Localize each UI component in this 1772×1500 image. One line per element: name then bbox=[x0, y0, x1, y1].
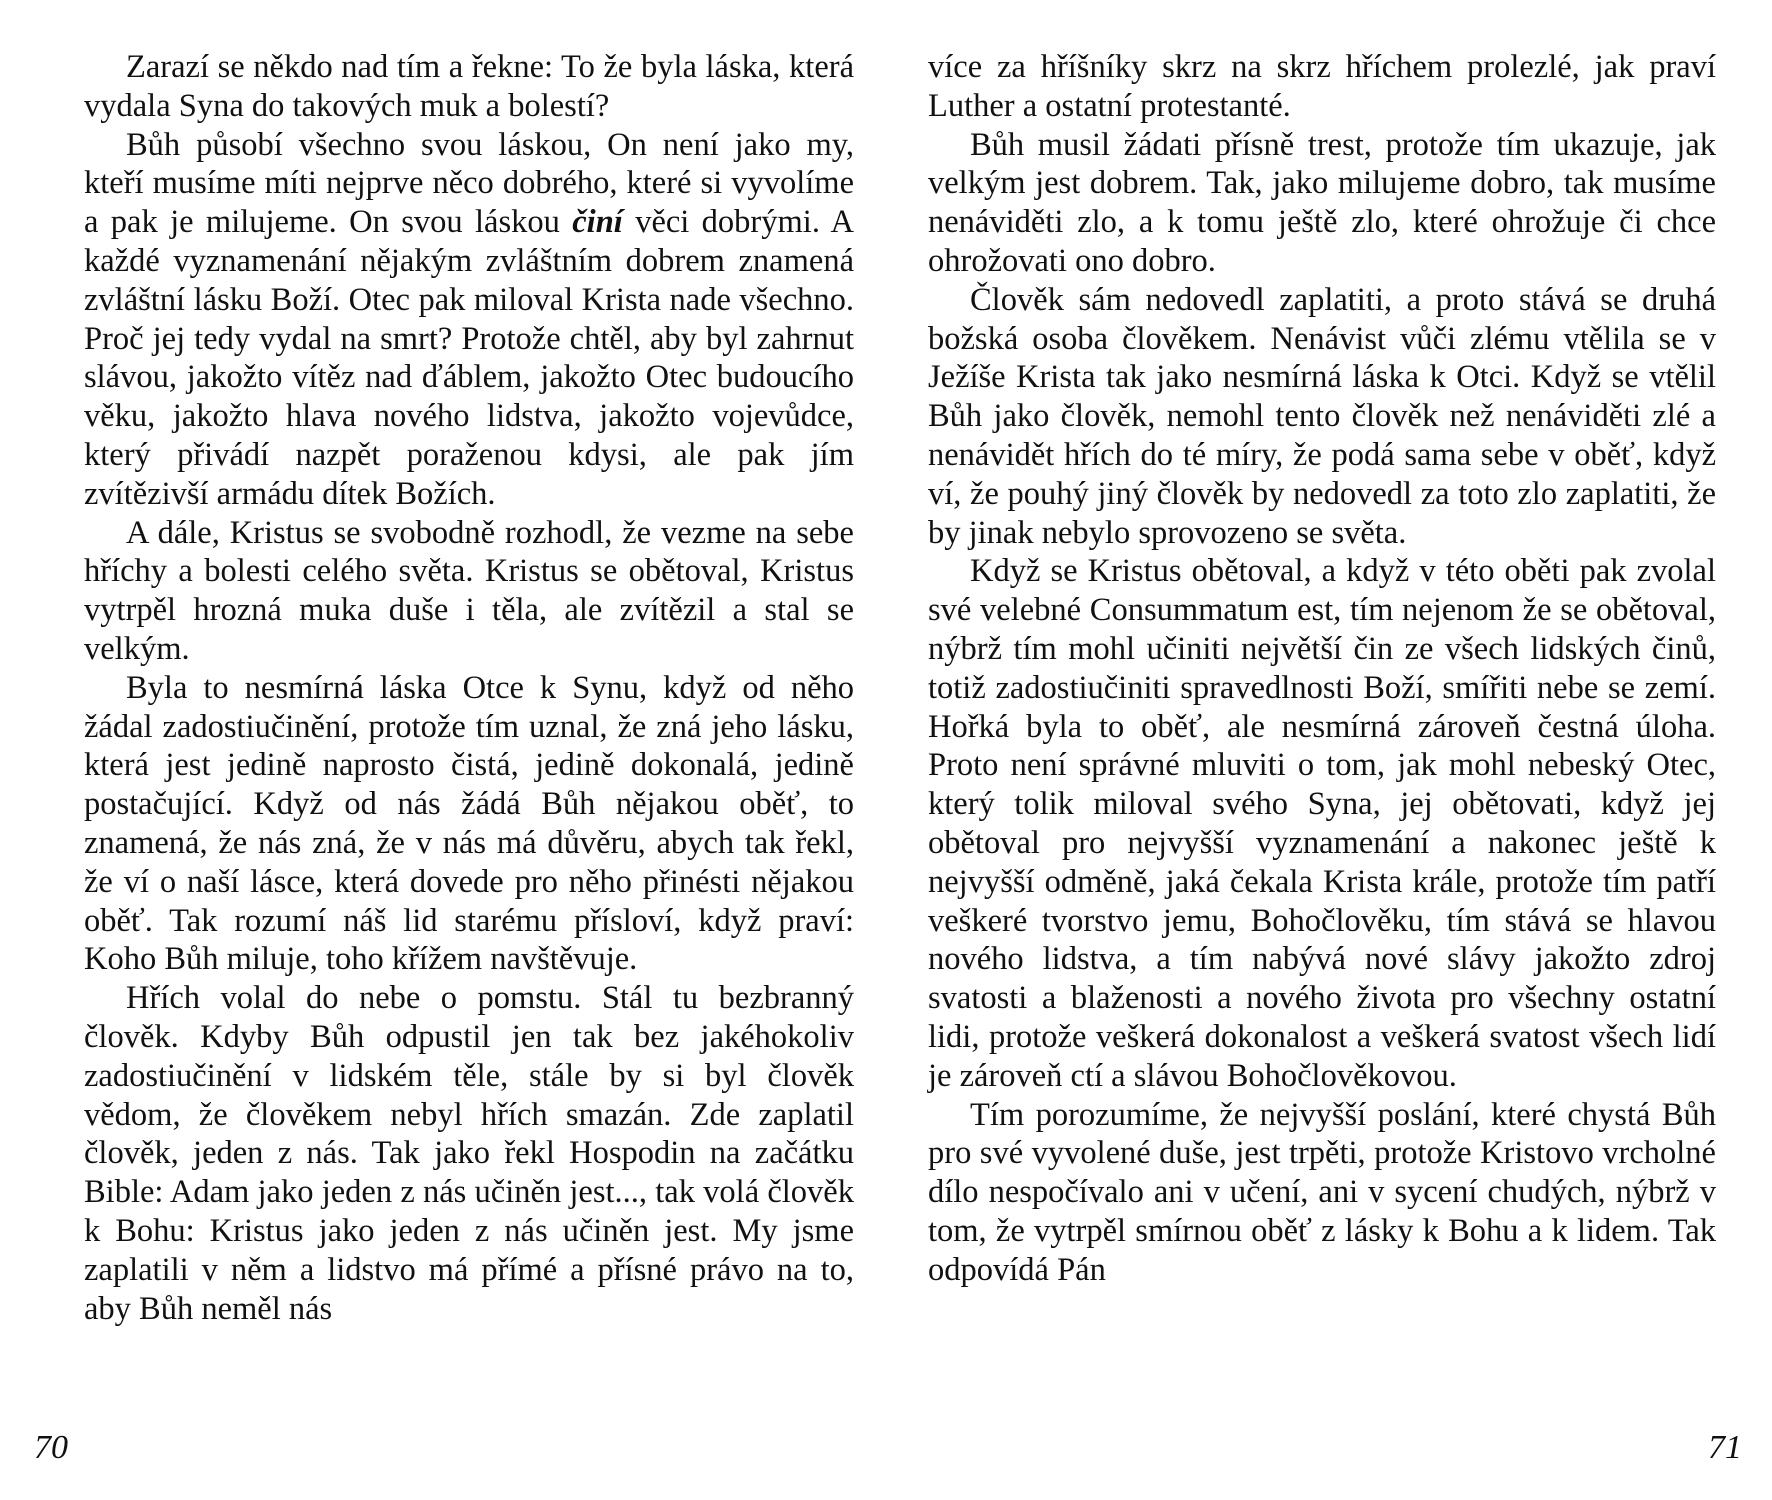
paragraph: Bůh musil žádati přísně trest, protože tím ukazuje, jak velkým jest dobrem. Tak, jako milujeme dobro, tak musíme nenáviděti zlo, a k tomu ještě zlo, které ohrožuje či chce ohrožovati ono dobro. bbox=[928, 126, 1716, 279]
page-number-left: 70 bbox=[34, 1429, 68, 1466]
paragraph-text: Bůh působí všechno svou láskou, On není jako my, kteří musíme míti nejprve něco dobrého, které si vyvolíme a pak je milujeme. On svou láskou bbox=[84, 126, 854, 241]
paragraph: Hřích volal do nebe o pomstu. Stál tu bezbranný člověk. Kdyby Bůh odpustil jen tak bez jakéhokoliv zadostiučinění v lidském těle, stále by si byl člověk vědom, že člověkem nebyl hřích smazán. Zde zaplatil člověk, jeden z nás. Tak jako řekl Hospodin na začátku Bible: Adam jako jeden z nás učiněn jest..., tak volá člověk k Bohu: Kristus jako jeden z nás učiněn jest. My jsme zaplatili v něm a lidstvo má přímé a přísné právo na to, aby Bůh neměl nás bbox=[84, 980, 854, 1327]
paragraph: více za hříšníky skrz na skrz hříchem prolezlé, jak praví Luther a ostatní protestanté. bbox=[928, 49, 1716, 124]
paragraph: Byla to nesmírná láska Otce k Synu, když od něho žádal zadostiučinění, protože tím uznal, že zná jeho lásku, která jest jedině naprosto čistá, jedině dokonalá, jedině postačující. Když od nás žádá Bůh nějakou oběť, to znamená, že nás zná, že v nás má důvěru, abych tak řekl, že ví o naší lásce, která dovede pro něho přinésti nějakou oběť. Tak rozumí náš lid starému přísloví, když praví: Koho Bůh miluje, toho křížem navštěvuje. bbox=[84, 669, 854, 978]
page-number-right: 71 bbox=[1708, 1429, 1742, 1466]
paragraph: A dále, Kristus se svobodně rozhodl, že vezme na sebe hříchy a bolesti celého světa. Kristus se obětoval, Kristus vytrpěl hrozná muka duše i těla, ale zvítězil a stal se velkým. bbox=[84, 514, 854, 667]
paragraph: Člověk sám nedovedl zaplatiti, a proto stává se druhá božská osoba člověkem. Nenávist vůči zlému vtělila se v Ježíše Krista tak jako nesmírná láska k Otci. Když se vtělil Bůh jako člověk, nemohl tento člověk než nenáviděti zlé a nenávidět hřích do té míry, že podá sama sebe v oběť, když ví, že pouhý jiný člověk by nedovedl za toto zlo zaplatiti, že by jinak nebylo sprovozeno se světa. bbox=[928, 281, 1716, 551]
paragraph-text: věci dobrými. A každé vyznamenání nějakým zvláštním dobrem znamená zvláštní lásku Boží. Otec pak miloval Krista nade všechno. Proč jej tedy vydal na smrt? Protože chtěl, aby byl zahrnut slávou, jakožto vítěz nad ďáblem, jakožto Otec budoucího věku, jakožto hlava nového lidstva, jakožto vojevůdce, který přivádí nazpět poraženou kdysi, ale pak jím zvítězivší armádu dítek Božích. bbox=[84, 204, 854, 512]
paragraph: Když se Kristus obětoval, a když v této oběti pak zvolal své velebné Consummatum est, tím nejenom že se obětoval, nýbrž tím mohl učiniti největší čin ze všech lidských činů, totiž zadostiučiniti spravedlnosti Boží, smířiti nebe se zemí. Hořká byla to oběť, ale nesmírná zároveň čestná úloha. Proto není správné mluviti o tom, jak mohl nebeský Otec, který tolik miloval svého Syna, jej obětovati, když jej obětoval pro nejvyšší vyznamenání a nakonec ještě k nejvyšší odměně, jaká čekala Krista krále, protože tím patří veškeré tvorstvo jemu, Bohočlověku, tím stává se hlavou nového lidstva, a tím nabývá nové slávy jakožto zdroj svatosti a blaženosti a nového života pro všechny ostatní lidi, protože veškerá dokonalost a veškerá svatost všech lidí je zároveň ctí a slávou Bohočlověkovou. bbox=[928, 553, 1716, 1094]
paragraph bbox=[84, 126, 854, 514]
left-page-text bbox=[84, 48, 854, 1328]
emphasis-word: činí bbox=[572, 204, 623, 241]
paragraph: Tím porozumíme, že nejvyšší poslání, které chystá Bůh pro své vyvolené duše, jest trpěti, protože Kristovo vrcholné dílo nespočívalo ani v učení, ani v sycení chudých, nýbrž v tom, že vytrpěl smírnou oběť z lásky k Bohu a k lidem. Tak odpovídá Pán bbox=[928, 1096, 1716, 1288]
paragraph: Zarazí se někdo nad tím a řekne: To že byla láska, která vydala Syna do takových muk a bolestí? bbox=[84, 49, 854, 124]
right-page bbox=[886, 0, 1772, 1500]
right-page-text bbox=[928, 48, 1716, 1290]
